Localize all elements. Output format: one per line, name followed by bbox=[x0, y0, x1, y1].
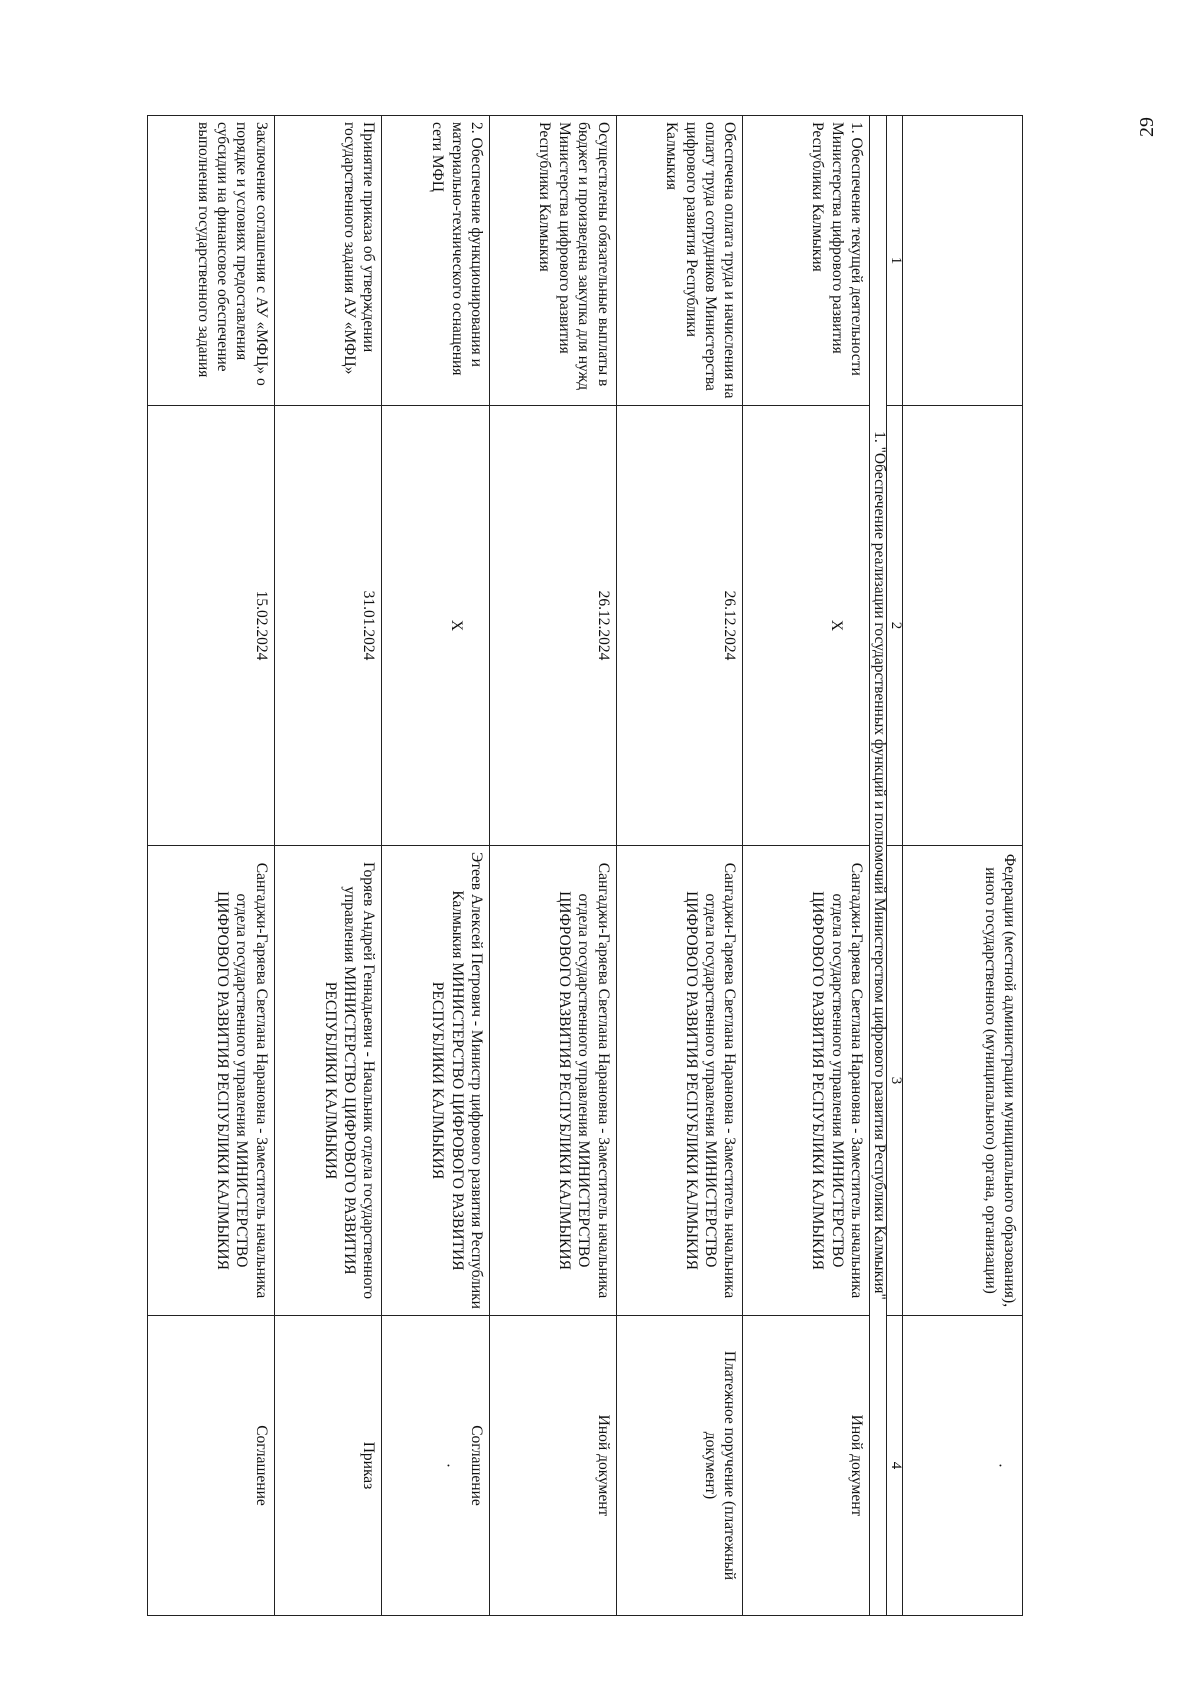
event-cell: Заключение соглашения с АУ «МФЦ» о порядке и условиях предоставления субсидии на финансовое обеспечение выполнения государственного задания bbox=[148, 116, 275, 406]
date-cell bbox=[743, 406, 870, 846]
responsible-cell: Сангаджи-Гаряева Светлана Нарановна - Заместитель начальника отдела государственного управления МИНИСТЕРСТВО ЦИФРОВОГО РАЗВИТИЯ РЕСПУБЛИКИ КАЛМЫКИЯ bbox=[743, 846, 870, 1316]
event-cell: Осуществлены обязательные выплаты в бюджет и произведена закупка для нужд Министерства цифрового развития Республики Калмыкия bbox=[489, 116, 616, 406]
column-number-4: 4 bbox=[886, 1316, 903, 1616]
document-cell bbox=[382, 1316, 490, 1616]
table-row bbox=[489, 116, 616, 1616]
document-cell: Платежное поручение (платежный документ) bbox=[616, 1316, 743, 1616]
document-mark: · bbox=[438, 1462, 456, 1469]
column-number-row bbox=[886, 116, 903, 1616]
document-value: Соглашение bbox=[467, 1425, 485, 1506]
page-number: 29 bbox=[1136, 117, 1158, 137]
event-cell: 1. Обеспечение текущей деятельности Министерства цифрового развития Республики Калмыкия bbox=[743, 116, 870, 406]
responsible-cell: Сангаджи-Гаряева Светлана Нарановна - Заместитель начальника отдела государственного управления МИНИСТЕРСТВО ЦИФРОВОГО РАЗВИТИЯ РЕСПУБЛИКИ КАЛМЫКИЯ bbox=[489, 846, 616, 1316]
date-cell: 26.12.2024 bbox=[616, 406, 743, 846]
document-cell: Приказ bbox=[274, 1316, 382, 1616]
event-cell: Принятие приказа об утверждении государственного задания АУ «МФЦ» bbox=[274, 116, 382, 406]
document-cell: Иной документ bbox=[489, 1316, 616, 1616]
section-title: 1. "Обеспечение реализации государственных функций и полномочий Министерством цифрового развития Республики Калмыкия" bbox=[870, 116, 887, 1616]
responsible-cell: Горяев Андрей Геннадьевич - Начальник отдела государственного управления МИНИСТЕРСТВО ЦИФРОВОГО РАЗВИТИЯ РЕСПУБЛИКИ КАЛМЫКИЯ bbox=[274, 846, 382, 1316]
rotated-table-container bbox=[147, 115, 1023, 1615]
column-number-1: 1 bbox=[886, 116, 903, 406]
date-value: X bbox=[828, 619, 845, 632]
date-cell: 31.01.2024 bbox=[274, 406, 382, 846]
event-cell: 2. Обеспечение функционирования и материально-технического оснащения сети МФЦ bbox=[382, 116, 490, 406]
table-row bbox=[616, 116, 743, 1616]
document-cell: Иной документ bbox=[743, 1316, 870, 1616]
date-cell bbox=[382, 406, 490, 846]
column-number-2: 2 bbox=[886, 406, 903, 846]
table-row bbox=[743, 116, 870, 1616]
document-cell: Соглашение bbox=[148, 1316, 275, 1616]
responsible-cell: Этеев Алексей Петрович - Министр цифрового развития Республики Калмыкия МИНИСТЕРСТВО ЦИФРОВОГО РАЗВИТИЯ РЕСПУБЛИКИ КАЛМЫКИЯ bbox=[382, 846, 490, 1316]
date-cell: 15.02.2024 bbox=[148, 406, 275, 846]
header-cell-1 bbox=[903, 116, 1023, 406]
header-cell-2 bbox=[903, 406, 1023, 846]
section-row bbox=[870, 116, 887, 1616]
header-mark: · bbox=[991, 1462, 1008, 1469]
plan-table bbox=[147, 115, 1023, 1616]
header-cell-4 bbox=[903, 1316, 1023, 1616]
table-row bbox=[274, 116, 382, 1616]
date-cell: 26.12.2024 bbox=[489, 406, 616, 846]
date-value: X bbox=[447, 619, 465, 632]
event-cell: Обеспечена оплата труда и начисления на оплату труда сотрудников Министерства цифрового развития Республики Калмыкия bbox=[616, 116, 743, 406]
responsible-cell: Сангаджи-Гаряева Светлана Нарановна - Заместитель начальника отдела государственного управления МИНИСТЕРСТВО ЦИФРОВОГО РАЗВИТИЯ РЕСПУБЛИКИ КАЛМЫКИЯ bbox=[616, 846, 743, 1316]
table-row bbox=[148, 116, 275, 1616]
column-number-3: 3 bbox=[886, 846, 903, 1316]
table-header-row bbox=[903, 116, 1023, 1616]
responsible-cell: Сангаджи-Гаряева Светлана Нарановна - Заместитель начальника отдела государственного управления МИНИСТЕРСТВО ЦИФРОВОГО РАЗВИТИЯ РЕСПУБЛИКИ КАЛМЫКИЯ bbox=[148, 846, 275, 1316]
table-row bbox=[382, 116, 490, 1616]
header-cell-3: Федерации (местной администрации муниципального образования), иного государственного (муниципального) органа, организации) bbox=[903, 846, 1023, 1316]
